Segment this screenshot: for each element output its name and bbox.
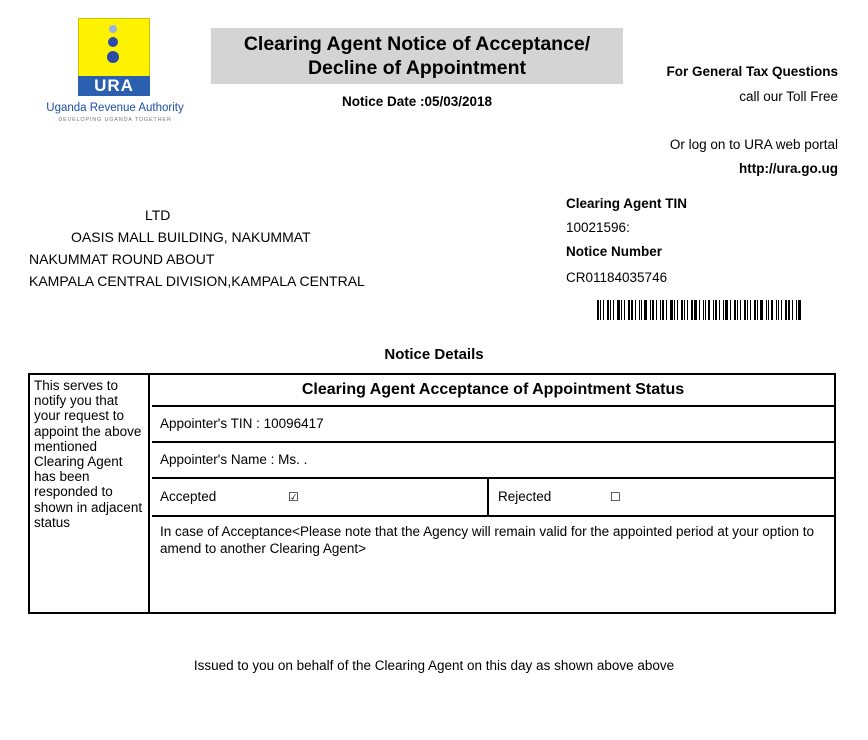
logo-name: Uganda Revenue Authority [46,102,184,114]
title-line-2: Decline of Appointment [307,57,527,79]
acceptance-note: In case of Acceptance<Please note that the Agency will remain valid for the appointed period at your option to amend to another Clearing Agent> [160,524,815,556]
barcode-bar [760,300,763,320]
barcode-bar [613,300,614,320]
notice-number-label: Notice Number [566,244,663,259]
address-line-3: NAKUMMAT ROUND ABOUT [29,251,215,267]
logo-tagline: DEVELOPING UGANDA TOGETHER [58,117,172,123]
barcode-bar [723,300,724,320]
barcode-bar [771,300,773,320]
barcode-bar [737,300,738,320]
barcode-bar [699,300,700,320]
notice-date: Notice Date :05/03/2018 [341,94,493,109]
barcode-bar [670,300,673,320]
barcode-bar [757,300,758,320]
barcode-bar [798,300,801,320]
general-tax-questions: For General Tax Questions [666,64,838,79]
document-title [211,28,623,84]
portal-link[interactable]: http://ura.go.ug [739,161,838,176]
barcode-bar [754,300,756,320]
barcode-bar [750,300,751,320]
barcode-bar [691,300,693,320]
status-divider [487,479,489,515]
barcode-bar [631,300,633,320]
barcode-bar [641,300,642,320]
barcode-bar [719,300,720,320]
barcode-bar [639,300,640,320]
footer-text: Issued to you on behalf of the Clearing Agent on this day as shown above above [193,658,675,673]
barcode-bar [621,300,622,320]
barcode-bar [681,300,683,320]
rejected-checkbox[interactable]: ☐ [610,490,621,504]
logo-abbr: URA [78,76,150,96]
barcode-bar [730,300,731,320]
rejected-label: Rejected [498,489,552,504]
barcode-bar [677,300,678,320]
section-title: Notice Details [384,346,484,363]
barcode-bar [607,300,609,320]
barcode [597,300,807,320]
barcode-bar [656,300,657,320]
address-line-1: LTD [145,207,171,223]
barcode-bar [796,300,797,320]
barcode-bar [610,300,611,320]
barcode-bar [713,300,714,320]
accepted-label: Accepted [160,489,217,504]
barcode-bar [708,300,710,320]
appointer-name: Appointer's Name : Ms. . [152,443,834,479]
notice-details-table [28,373,836,614]
barcode-bar [781,300,782,320]
barcode-bar [597,300,599,320]
barcode-bar [703,300,704,320]
barcode-bar [766,300,767,320]
title-line-1: Clearing Agent Notice of Acceptance/ [243,33,591,55]
barcode-bar [747,300,748,320]
appointer-tin: Appointer's TIN : 10096417 [152,407,834,443]
barcode-bar [660,300,661,320]
barcode-bar [652,300,654,320]
barcode-bar [792,300,793,320]
barcode-bar [603,300,604,320]
notice-number-value: CR01184035746 [566,270,668,285]
barcode-bar [715,300,717,320]
barcode-bar [740,300,741,320]
barcode-bar [694,300,697,320]
notice-description: This serves to notify you that your request to appoint the above mentioned Clearing Agent has been responded to shown in adjacent status [30,375,150,612]
barcode-bar [644,300,647,320]
barcode-bar [628,300,630,320]
status-row [152,479,834,517]
barcode-bar [778,300,779,320]
barcode-bar [734,300,736,320]
barcode-bar [725,300,728,320]
barcode-bar [662,300,664,320]
status-header: Clearing Agent Acceptance of Appointment Status [152,375,834,407]
barcode-bar [744,300,746,320]
barcode-bar [684,300,685,320]
barcode-bar [785,300,787,320]
barcode-bar [624,300,625,320]
barcode-bar [788,300,790,320]
barcode-bar [666,300,667,320]
agent-tin-label: Clearing Agent TIN [566,196,688,211]
address-line-2: OASIS MALL BUILDING, NAKUMMAT [71,229,311,245]
address-line-4: KAMPALA CENTRAL DIVISION,KAMPALA CENTRAL [29,273,365,289]
barcode-bar [776,300,777,320]
barcode-bar [650,300,651,320]
barcode-bar [600,300,601,320]
toll-free-text: call our Toll Free [739,89,838,104]
barcode-bar [768,300,769,320]
barcode-bar [687,300,688,320]
barcode-bar [635,300,636,320]
portal-text: Or log on to URA web portal [669,137,838,152]
ura-logo [30,18,200,130]
barcode-bar [705,300,706,320]
barcode-bar [674,300,675,320]
agent-tin-value: 10021596: [566,220,630,235]
barcode-bar [617,300,620,320]
accepted-checkbox[interactable]: ☑ [288,490,299,504]
